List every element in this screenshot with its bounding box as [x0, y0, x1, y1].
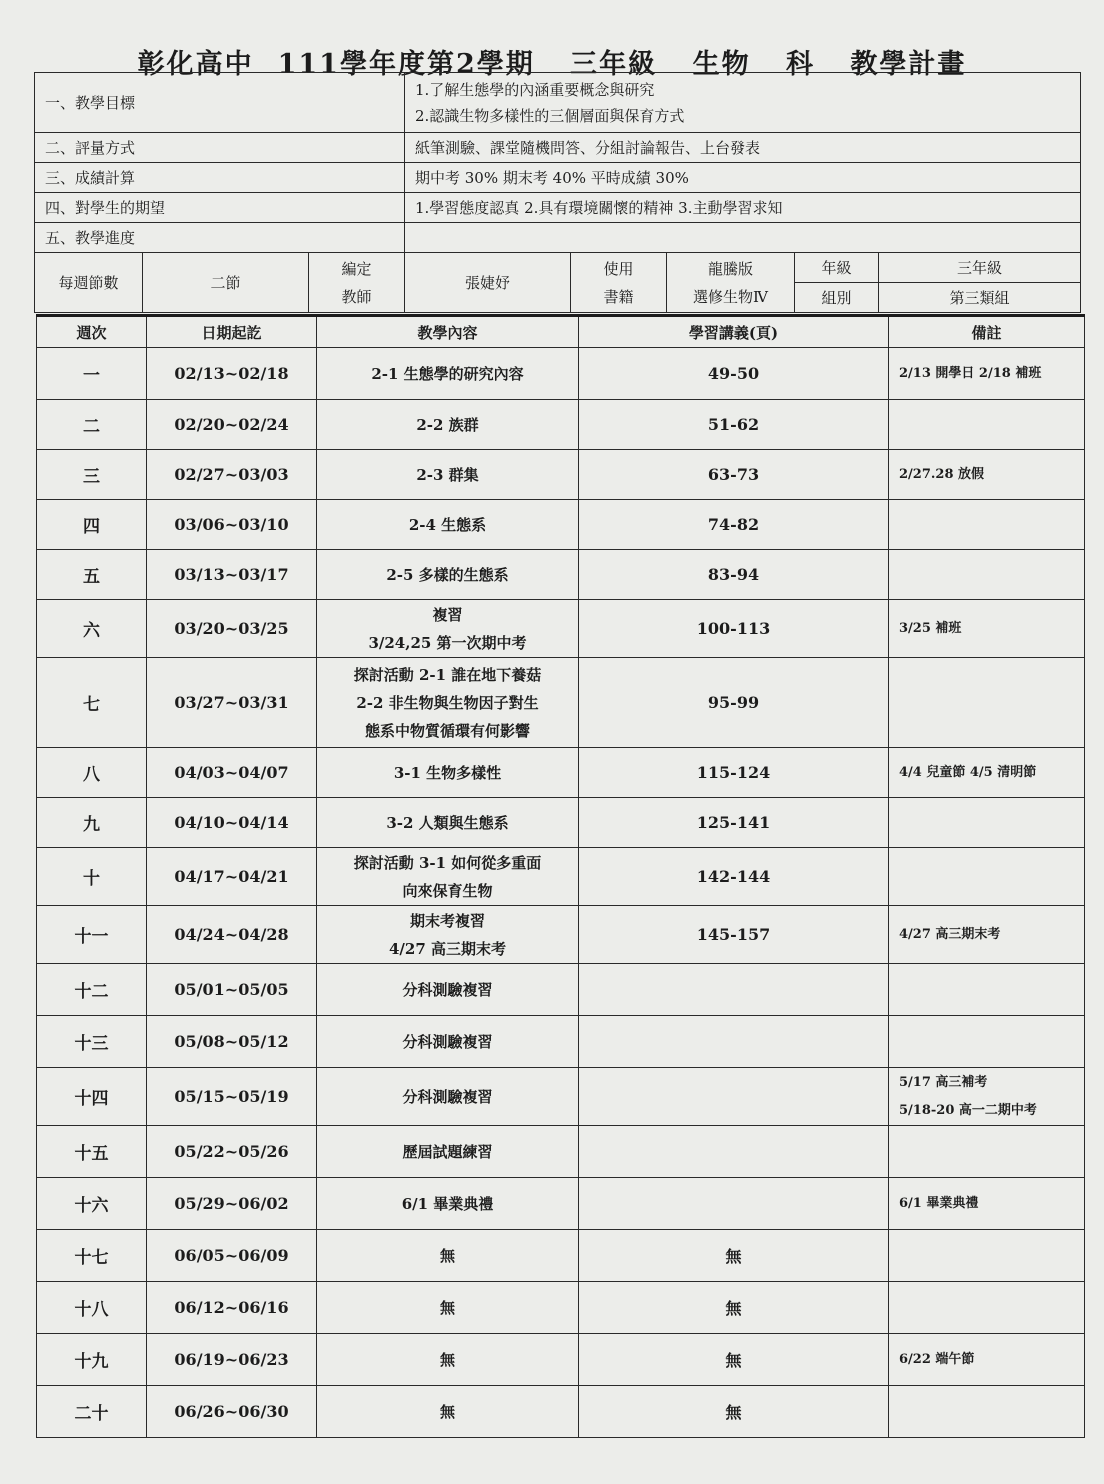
note-line: 6/1 畢業典禮	[899, 1195, 979, 1211]
note-cell	[889, 450, 1085, 500]
week-cell: 十八	[37, 1282, 147, 1334]
table-row	[37, 348, 1085, 400]
dates-cell: 05/22~05/26	[147, 1126, 317, 1178]
table-row	[37, 400, 1085, 450]
teacher-label	[309, 253, 405, 313]
note-line: 5/17 高三補考	[899, 1074, 988, 1090]
week-cell: 五	[37, 550, 147, 600]
content-line: 2-5 多樣的生態系	[386, 565, 509, 584]
teacher-label-line: 編定	[341, 259, 372, 278]
content-cell	[317, 1230, 579, 1282]
plan-line: 2.認識生物多樣性的三個層面與保育方式	[415, 106, 685, 125]
week-cell: 十一	[37, 906, 147, 964]
plan-value	[405, 73, 1081, 133]
plan-row	[35, 193, 1081, 223]
dates-cell: 04/17~04/21	[147, 848, 317, 906]
pages-cell: 49-50	[579, 348, 889, 400]
dates-cell: 05/15~05/19	[147, 1068, 317, 1126]
week-cell: 二十	[37, 1386, 147, 1438]
week-cell: 四	[37, 500, 147, 550]
note-cell	[889, 1016, 1085, 1068]
title-school: 彰化高中	[137, 49, 254, 80]
plan-row	[35, 163, 1081, 193]
content-cell	[317, 1282, 579, 1334]
dates-cell: 02/27~03/03	[147, 450, 317, 500]
week-cell: 九	[37, 798, 147, 848]
content-line: 3/24,25 第一次期中考	[368, 633, 527, 652]
note-cell	[889, 348, 1085, 400]
week-cell: 二	[37, 400, 147, 450]
table-row	[37, 600, 1085, 658]
table-row	[37, 1126, 1085, 1178]
content-cell	[317, 1126, 579, 1178]
content-cell	[317, 600, 579, 658]
table-row	[37, 1334, 1085, 1386]
schedule-body	[37, 348, 1085, 1438]
note-cell	[889, 1068, 1085, 1126]
note-cell	[889, 1386, 1085, 1438]
dates-cell: 06/19~06/23	[147, 1334, 317, 1386]
plan-label: 四、對學生的期望	[35, 193, 405, 223]
note-cell	[889, 748, 1085, 798]
table-row	[37, 1068, 1085, 1126]
course-info-table	[34, 252, 1081, 313]
note-cell	[889, 848, 1085, 906]
header-week: 週次	[37, 316, 147, 348]
pages-cell: 142-144	[579, 848, 889, 906]
plan-value	[405, 223, 1081, 253]
week-cell: 十六	[37, 1178, 147, 1230]
note-cell	[889, 1126, 1085, 1178]
pages-cell: 95-99	[579, 658, 889, 748]
note-cell	[889, 964, 1085, 1016]
note-line: 4/27 高三期末考	[899, 926, 1001, 942]
dates-cell: 04/10~04/14	[147, 798, 317, 848]
header-note: 備註	[889, 316, 1085, 348]
table-row	[37, 450, 1085, 500]
week-cell: 十五	[37, 1126, 147, 1178]
content-cell	[317, 798, 579, 848]
plan-value: 期中考 30% 期末考 40% 平時成績 30%	[405, 163, 1081, 193]
content-cell	[317, 550, 579, 600]
content-cell	[317, 1178, 579, 1230]
note-line: 2/27.28 放假	[899, 466, 985, 482]
pages-cell: 83-94	[579, 550, 889, 600]
book-name-line: 選修生物Ⅳ	[693, 287, 768, 306]
pages-cell: 無	[579, 1282, 889, 1334]
week-cell: 一	[37, 348, 147, 400]
book-label-line: 使用	[603, 259, 634, 278]
content-line: 6/1 畢業典禮	[401, 1194, 494, 1213]
grade-label: 年級	[795, 253, 879, 283]
schedule-table	[36, 314, 1085, 1438]
pages-cell: 無	[579, 1386, 889, 1438]
content-line: 無	[439, 1246, 455, 1265]
content-cell	[317, 748, 579, 798]
note-cell	[889, 550, 1085, 600]
content-line: 2-2 族群	[416, 415, 479, 434]
schedule-header-row	[37, 316, 1085, 348]
dates-cell: 04/24~04/28	[147, 906, 317, 964]
table-row	[37, 1016, 1085, 1068]
table-row	[37, 1178, 1085, 1230]
dates-cell: 03/20~03/25	[147, 600, 317, 658]
pages-cell	[579, 964, 889, 1016]
content-line: 歷屆試題練習	[402, 1142, 493, 1161]
week-cell: 八	[37, 748, 147, 798]
content-cell	[317, 450, 579, 500]
content-cell	[317, 348, 579, 400]
note-cell	[889, 798, 1085, 848]
note-cell	[889, 400, 1085, 450]
group-value: 第三類組	[879, 283, 1081, 313]
content-line: 探討活動 2-1 誰在地下養菇	[353, 665, 542, 684]
content-line: 4/27 高三期末考	[388, 939, 506, 958]
pages-cell: 115-124	[579, 748, 889, 798]
note-cell	[889, 1230, 1085, 1282]
content-line: 2-3 群集	[416, 465, 479, 484]
note-cell	[889, 1334, 1085, 1386]
table-row	[37, 1282, 1085, 1334]
note-line: 5/18-20 高一二期中考	[899, 1102, 1037, 1118]
plan-value: 1.學習態度認真 2.具有環境關懷的精神 3.主動學習求知	[405, 193, 1081, 223]
week-cell: 十四	[37, 1068, 147, 1126]
pages-cell: 100-113	[579, 600, 889, 658]
note-line: 3/25 補班	[899, 620, 962, 636]
table-row	[37, 1230, 1085, 1282]
title-subject-suffix: 科	[785, 49, 815, 80]
content-line: 複習	[432, 605, 463, 624]
title-doc: 教學計畫	[850, 49, 967, 80]
content-line: 無	[439, 1298, 455, 1317]
content-cell	[317, 906, 579, 964]
teacher-name: 張婕妤	[405, 253, 571, 313]
plan-label: 三、成績計算	[35, 163, 405, 193]
dates-cell: 02/20~02/24	[147, 400, 317, 450]
table-row	[37, 658, 1085, 748]
content-line: 分科測驗複習	[402, 1032, 493, 1051]
note-line: 4/4 兒童節 4/5 清明節	[899, 764, 1037, 780]
book-name-line: 龍騰版	[707, 259, 753, 278]
content-cell	[317, 400, 579, 450]
dates-cell: 02/13~02/18	[147, 348, 317, 400]
pages-cell: 無	[579, 1334, 889, 1386]
week-cell: 十七	[37, 1230, 147, 1282]
dates-cell: 05/29~06/02	[147, 1178, 317, 1230]
pages-cell: 145-157	[579, 906, 889, 964]
content-cell	[317, 964, 579, 1016]
header-content: 教學內容	[317, 316, 579, 348]
content-cell	[317, 1016, 579, 1068]
note-line: 6/22 端午節	[899, 1351, 975, 1367]
pages-cell: 51-62	[579, 400, 889, 450]
content-line: 期末考複習	[409, 911, 485, 930]
week-cell: 十	[37, 848, 147, 906]
plan-row	[35, 223, 1081, 253]
plan-row	[35, 73, 1081, 133]
week-cell: 六	[37, 600, 147, 658]
table-row	[37, 964, 1085, 1016]
plan-value: 紙筆測驗、課堂隨機問答、分組討論報告、上台發表	[405, 133, 1081, 163]
grade-value: 三年級	[879, 253, 1081, 283]
week-cell: 三	[37, 450, 147, 500]
dates-cell: 04/03~04/07	[147, 748, 317, 798]
table-row	[37, 500, 1085, 550]
dates-cell: 06/26~06/30	[147, 1386, 317, 1438]
pages-cell	[579, 1068, 889, 1126]
week-cell: 十二	[37, 964, 147, 1016]
book-name	[667, 253, 795, 313]
pages-cell: 無	[579, 1230, 889, 1282]
plan-label: 五、教學進度	[35, 223, 405, 253]
table-row	[37, 906, 1085, 964]
hours-value: 二節	[143, 253, 309, 313]
pages-cell	[579, 1016, 889, 1068]
note-cell	[889, 906, 1085, 964]
note-line: 2/13 開學日 2/18 補班	[899, 365, 1042, 381]
dates-cell: 03/06~03/10	[147, 500, 317, 550]
dates-cell: 03/13~03/17	[147, 550, 317, 600]
table-row	[37, 748, 1085, 798]
note-cell	[889, 600, 1085, 658]
teacher-label-line: 教師	[341, 287, 372, 306]
pages-cell: 63-73	[579, 450, 889, 500]
week-cell: 十九	[37, 1334, 147, 1386]
content-line: 3-1 生物多樣性	[393, 763, 502, 782]
note-cell	[889, 500, 1085, 550]
week-cell: 十三	[37, 1016, 147, 1068]
header-dates: 日期起訖	[147, 316, 317, 348]
dates-cell: 05/08~05/12	[147, 1016, 317, 1068]
note-cell	[889, 658, 1085, 748]
dates-cell: 03/27~03/31	[147, 658, 317, 748]
dates-cell: 06/05~06/09	[147, 1230, 317, 1282]
book-label-line: 書籍	[603, 287, 634, 306]
content-cell	[317, 1386, 579, 1438]
pages-cell: 74-82	[579, 500, 889, 550]
book-label	[571, 253, 667, 313]
week-cell: 七	[37, 658, 147, 748]
content-cell	[317, 1334, 579, 1386]
content-line: 態系中物質循環有何影響	[364, 721, 530, 740]
note-cell	[889, 1178, 1085, 1230]
table-row	[37, 848, 1085, 906]
hours-label: 每週節數	[35, 253, 143, 313]
dates-cell: 05/01~05/05	[147, 964, 317, 1016]
note-cell	[889, 1282, 1085, 1334]
content-cell	[317, 658, 579, 748]
content-cell	[317, 848, 579, 906]
content-line: 分科測驗複習	[402, 980, 493, 999]
content-line: 分科測驗複習	[402, 1087, 493, 1106]
pages-cell	[579, 1178, 889, 1230]
dates-cell: 06/12~06/16	[147, 1282, 317, 1334]
content-line: 探討活動 3-1 如何從多重面	[353, 853, 542, 872]
plan-line: 1.了解生態學的內涵重要概念與研究	[415, 80, 655, 99]
pages-cell	[579, 1126, 889, 1178]
plan-label: 二、評量方式	[35, 133, 405, 163]
plan-summary-table	[34, 72, 1081, 253]
pages-cell: 125-141	[579, 798, 889, 848]
content-line: 2-2 非生物與生物因子對生	[356, 693, 539, 712]
plan-row	[35, 133, 1081, 163]
content-line: 2-1 生態學的研究內容	[371, 364, 524, 383]
content-line: 無	[439, 1402, 455, 1421]
table-row	[37, 1386, 1085, 1438]
content-line: 無	[439, 1350, 455, 1369]
title-term: 111學年度第2學期	[277, 49, 535, 80]
title-subject: 生物	[692, 49, 751, 80]
table-row	[37, 550, 1085, 600]
header-pages: 學習講義(頁)	[579, 316, 889, 348]
group-label: 組別	[795, 283, 879, 313]
content-line: 3-2 人類與生態系	[386, 813, 509, 832]
plan-label: 一、教學目標	[35, 73, 405, 133]
content-line: 向來保育生物	[402, 881, 493, 900]
title-grade: 三年級	[570, 49, 658, 80]
content-cell	[317, 1068, 579, 1126]
content-cell	[317, 500, 579, 550]
content-line: 2-4 生態系	[408, 515, 487, 534]
table-row	[37, 798, 1085, 848]
